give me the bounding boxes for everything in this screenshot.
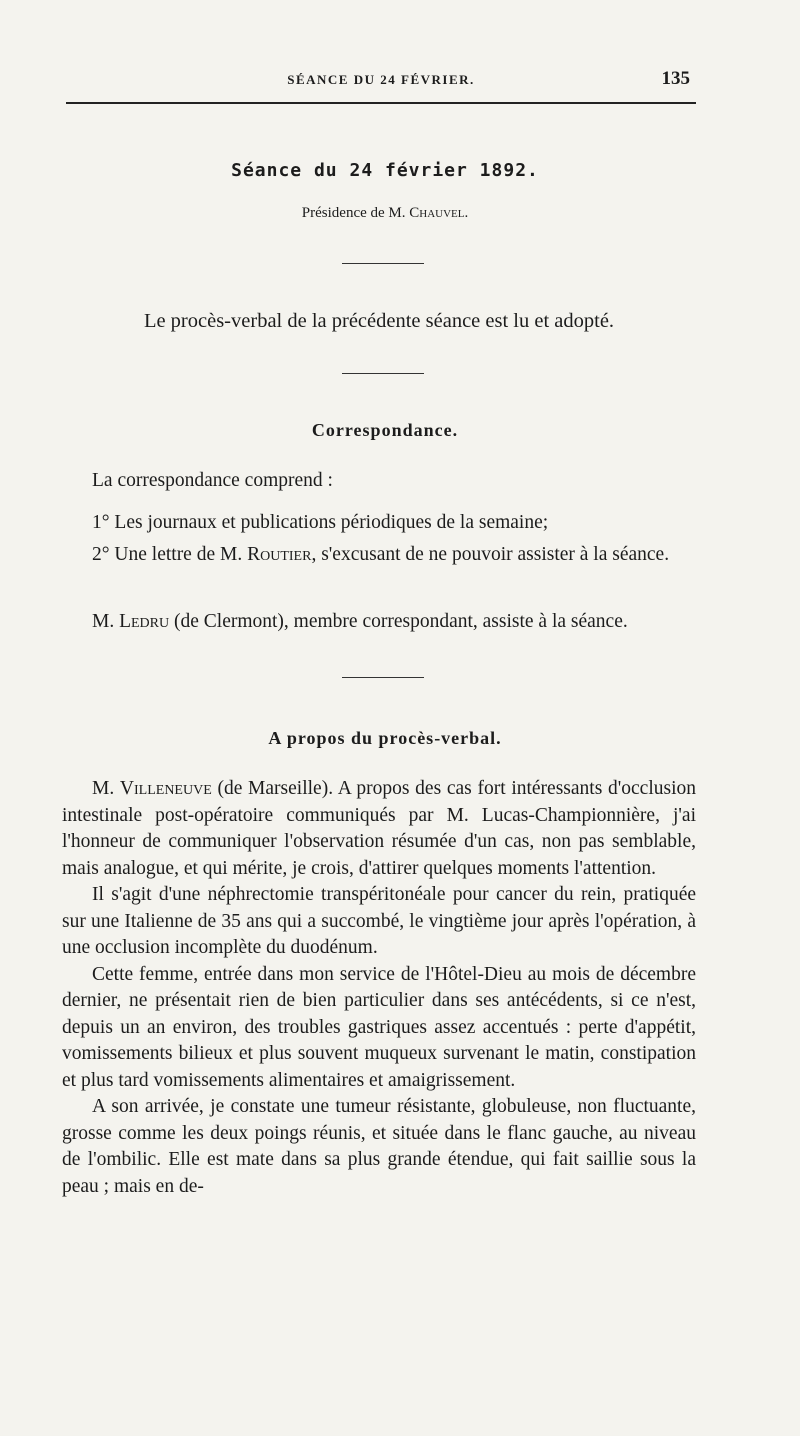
separator-rule-2 [342,373,424,374]
correspondance-item-3 [62,609,696,636]
item3-prefix: M. [92,611,115,632]
para1-prefix: M. [92,778,115,799]
presidence-suffix: . [464,205,469,221]
para1-suffix: (de Marseille). A propos des cas fort intéressants d'occlusion intestinale post-opératoire communiqués par M. Lucas-Championnière, j'ai l'honneur de communiquer l'observation résumée d'un cas, non pas semblable, mais analogue, et qui mérite, je crois, d'attirer quelques moments l'attention. [62,778,696,879]
separator-rule-1 [342,263,424,264]
running-head [66,66,696,96]
page-number: 135 [661,68,690,89]
proces-verbal-line: Le procès-verbal de la précédente séance est lu et adopté. [143,310,615,332]
a-propos-paragraph-1 [62,776,696,882]
president-name: Chauvel [409,205,465,221]
separator-rule-3 [342,677,424,678]
item3-suffix: (de Clermont), membre correspondant, assiste à la séance. [169,611,628,632]
a-propos-paragraph-2: Il s'agit d'une néphrectomie transpéritonéale pour cancer du rein, pratiquée sur une Italienne de 35 ans qui a succombé, le vingtième jour après l'opération, à une occlusion incomplète du duodénum. [62,884,696,958]
header-rule [66,102,696,104]
a-propos-heading: A propos du procès-verbal. [268,728,502,748]
seance-title: Séance du 24 février 1892. [231,160,539,181]
running-title: SÉANCE DU 24 FÉVRIER. [287,72,475,87]
item3-name: Ledru [119,611,170,632]
correspondance-item-2-block [62,542,696,569]
correspondance-item-2 [62,542,696,569]
correspondance-intro: La correspondance comprend : [92,470,333,491]
a-propos-paragraph-3: Cette femme, entrée dans mon service de l'Hôtel-Dieu au mois de décembre dernier, ne présentait rien de bien particulier dans ses antécédents, si ce n'est, depuis un an environ, des troubles gastriques assez accentués : perte d'appétit, vomissements bilieux et plus souvent muqueux survenant le matin, constipation et plus tard vomissements alimentaires et amaigrissement. [62,963,696,1091]
item2-name: Routier [247,544,312,565]
presidence-prefix: Présidence de M. [301,205,406,221]
correspondance-item-1: 1° Les journaux et publications périodiques de la semaine; [92,512,549,533]
correspondance-heading: Correspondance. [311,420,459,440]
correspondance-item-3-block [62,609,696,636]
item2-suffix: , s'excusant de ne pouvoir assister à la séance. [311,544,670,565]
para1-name: Villeneuve [119,778,212,799]
item2-prefix: 2° Une lettre de M. [92,544,243,565]
a-propos-body [62,776,696,1200]
correspondance-item-1-block [62,510,696,537]
a-propos-paragraph-4: A son arrivée, je constate une tumeur résistante, globuleuse, non fluctuante, grosse comme les deux poings réunis, et située dans le flanc gauche, au niveau de l'ombilic. Elle est mate dans sa plus grande étendue, qui fait saillie sous la peau ; mais en de- [62,1096,696,1197]
presidence-line [0,205,770,222]
correspondance-intro-block [62,468,696,495]
